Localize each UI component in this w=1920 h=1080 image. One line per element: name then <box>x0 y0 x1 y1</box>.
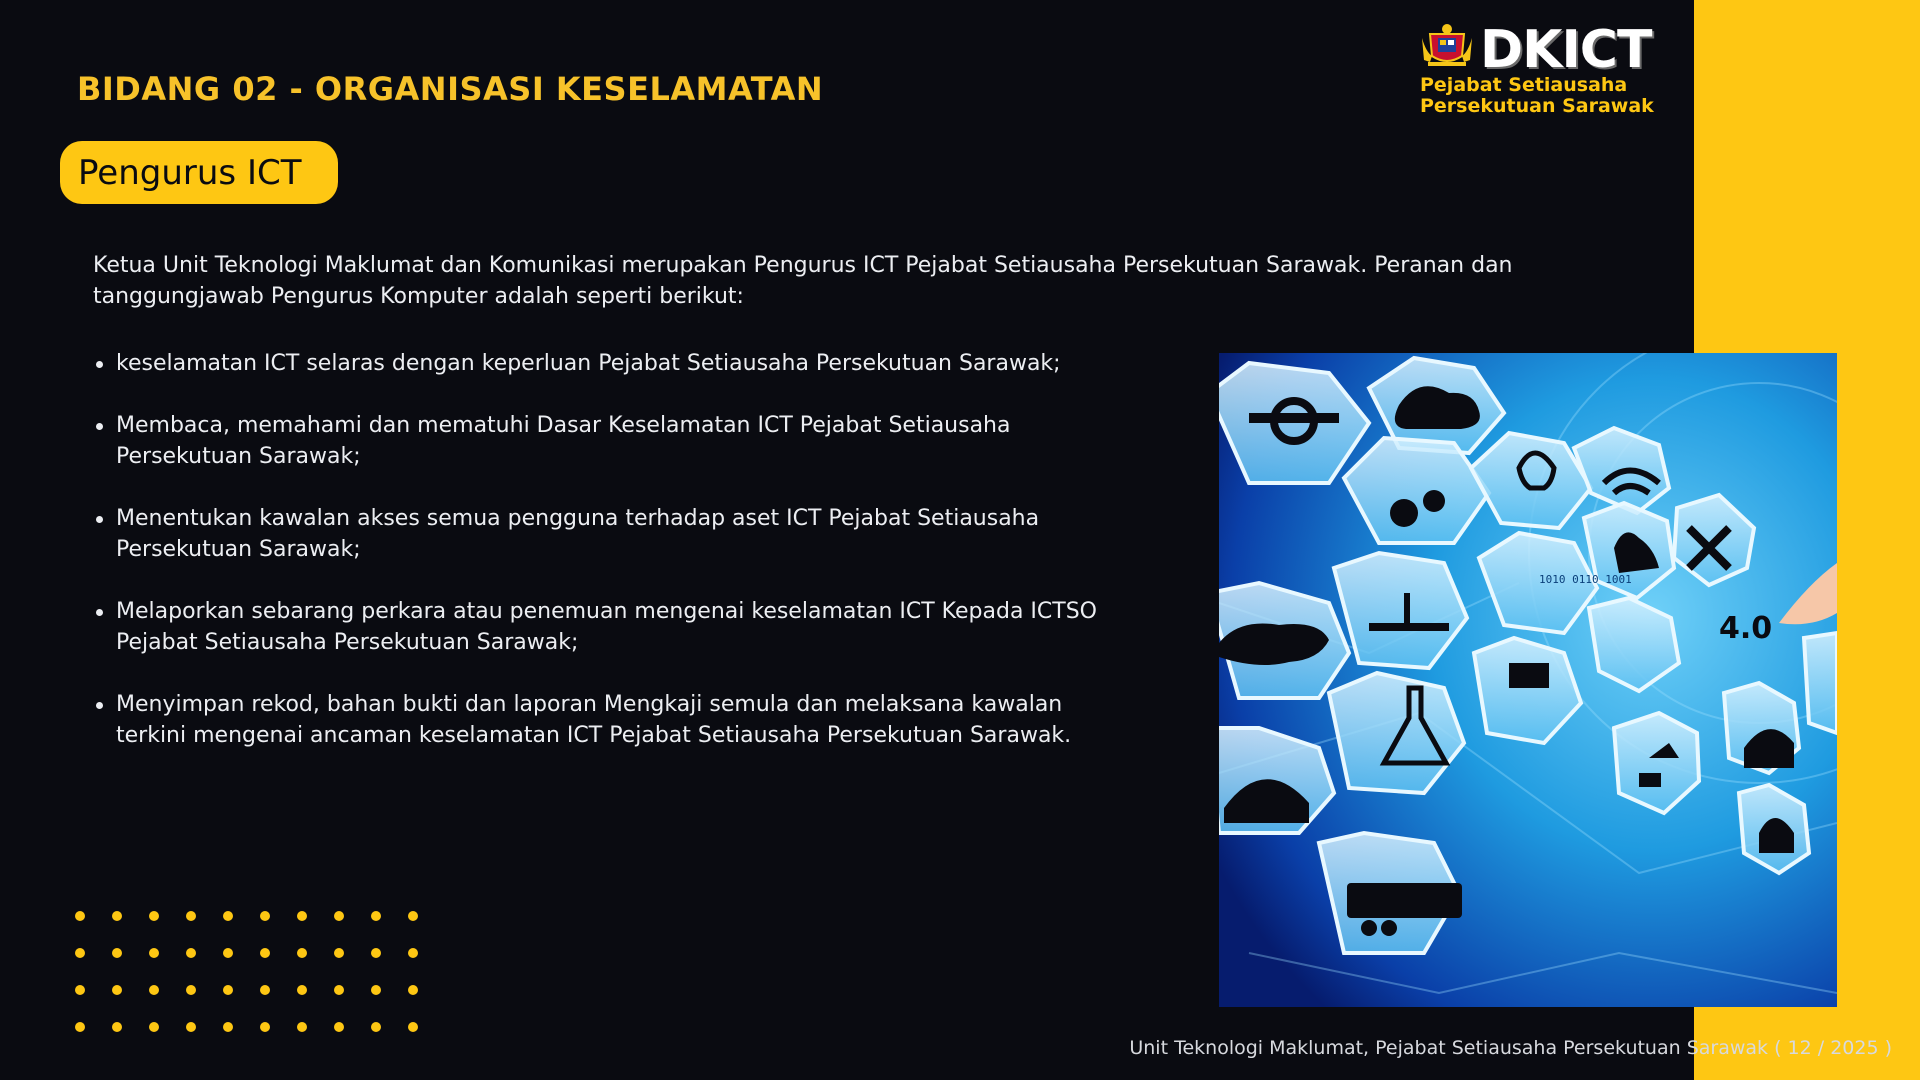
brand-name: DKICT <box>1480 20 1652 80</box>
decorative-dot <box>260 948 270 958</box>
decorative-dot <box>260 1022 270 1032</box>
decorative-dot <box>371 948 381 958</box>
decorative-dot <box>75 911 85 921</box>
decorative-dot <box>297 985 307 995</box>
section-pill <box>60 141 338 204</box>
decorative-dot <box>334 948 344 958</box>
brand-subtitle <box>1420 75 1680 117</box>
bullet-list <box>93 348 1113 782</box>
industry-4-label: 4.0 <box>1719 611 1773 646</box>
decorative-dot <box>223 985 233 995</box>
decorative-dot <box>75 1022 85 1032</box>
bullet-item: keselamatan ICT selaras dengan keperluan Pejabat Setiausaha Persekutuan Sarawak; <box>93 348 1113 379</box>
slide-title: BIDANG 02 - ORGANISASI KESELAMATAN <box>77 70 824 108</box>
decorative-dot <box>260 985 270 995</box>
footer-text: Unit Teknologi Maklumat, Pejabat Setiausaha Persekutuan Sarawak ( 12 / 2025 ) <box>1129 1037 1892 1059</box>
decorative-dot <box>186 1022 196 1032</box>
decorative-dot <box>149 911 159 921</box>
decorative-dot <box>334 1022 344 1032</box>
decorative-dot <box>75 985 85 995</box>
brand-subtitle-line2: Persekutuan Sarawak <box>1420 95 1654 117</box>
decorative-dot <box>371 911 381 921</box>
decorative-dot <box>186 911 196 921</box>
bullet-item: Menyimpan rekod, bahan bukti dan laporan Mengkaji semula dan melaksana kawalan terkini mengenai ancaman keselamatan ICT Pejabat Setiausaha Persekutuan Sarawak. <box>93 689 1113 751</box>
decorative-dot <box>186 985 196 995</box>
section-pill-label: Pengurus ICT <box>78 152 302 193</box>
decorative-dot <box>149 985 159 995</box>
bullet-item: Melaporkan sebarang perkara atau penemuan mengenai keselamatan ICT Kepada ICTSO Pejabat Setiausaha Persekutuan Sarawak; <box>93 596 1113 658</box>
decorative-dot <box>112 911 122 921</box>
decorative-dot <box>334 911 344 921</box>
decorative-dot <box>297 1022 307 1032</box>
binary-text: 1010 0110 1001 <box>1539 573 1632 586</box>
decorative-dot <box>223 911 233 921</box>
intro-paragraph: Ketua Unit Teknologi Maklumat dan Komunikasi merupakan Pengurus ICT Pejabat Setiausaha Persekutuan Sarawak. Peranan dan tanggungjawab Pengurus Komputer adalah seperti berikut: <box>93 253 1513 309</box>
decorative-dot <box>260 911 270 921</box>
decorative-dot <box>112 1022 122 1032</box>
decorative-dot <box>408 948 418 958</box>
decorative-dot <box>408 911 418 921</box>
dkict-logo <box>1418 18 1668 128</box>
industry-4-hexagon-image <box>1219 353 1837 1007</box>
decorative-dot <box>112 948 122 958</box>
coat-of-arms-icon <box>1420 22 1474 68</box>
decorative-dot-grid <box>74 910 434 1040</box>
bullet-item: Membaca, memahami dan mematuhi Dasar Keselamatan ICT Pejabat Setiausaha Persekutuan Sarawak; <box>93 410 1113 472</box>
decorative-dot <box>223 948 233 958</box>
decorative-dot <box>371 985 381 995</box>
bullet-item: Menentukan kawalan akses semua pengguna terhadap aset ICT Pejabat Setiausaha Persekutuan Sarawak; <box>93 503 1113 565</box>
decorative-dot <box>408 1022 418 1032</box>
decorative-dot <box>408 985 418 995</box>
decorative-dot <box>297 948 307 958</box>
decorative-dot <box>149 948 159 958</box>
decorative-dot <box>149 1022 159 1032</box>
decorative-dot <box>186 948 196 958</box>
decorative-dot <box>112 985 122 995</box>
decorative-dot <box>371 1022 381 1032</box>
decorative-dot <box>75 948 85 958</box>
decorative-dot <box>334 985 344 995</box>
brand-subtitle-line1: Pejabat Setiausaha <box>1420 74 1628 96</box>
decorative-dot <box>297 911 307 921</box>
decorative-dot <box>223 1022 233 1032</box>
